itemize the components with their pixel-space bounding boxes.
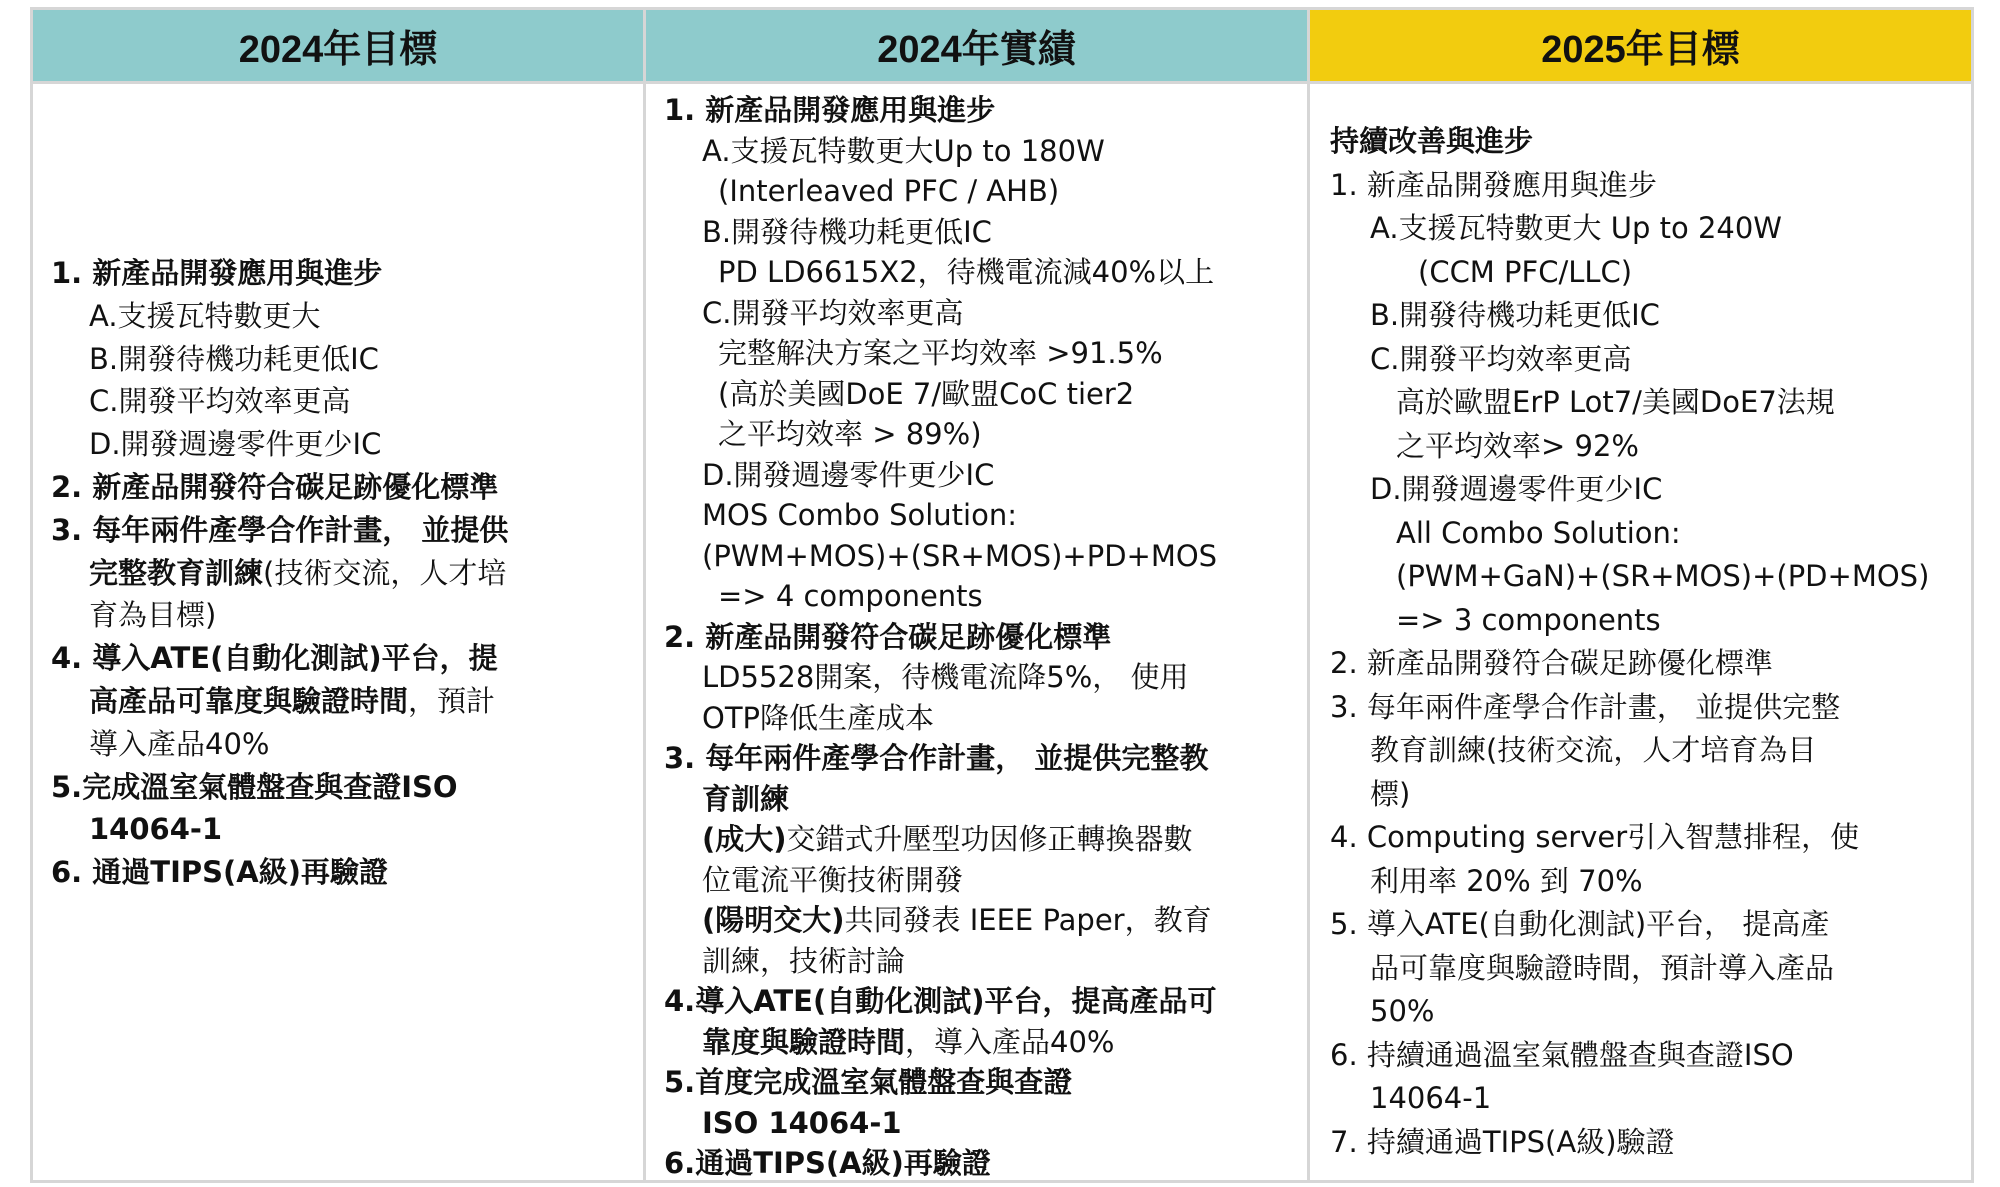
list-item: => 3 components: [1396, 602, 1661, 637]
list-item: A.支援瓦特數更大 Up to 240W: [1370, 211, 1782, 245]
list-item: 6.通過TIPS(A級)再驗證: [664, 1146, 991, 1180]
list-item-normal: 交錯式升壓型功因修正轉換器數: [786, 822, 1193, 856]
list-item-bold: (成大): [702, 822, 787, 856]
list-item: [664, 900, 1301, 941]
list-item: OTP降低生產成本: [702, 700, 935, 735]
list-item: C.開發平均效率更高: [1370, 341, 1632, 376]
list-item: D.開發週邊零件更少IC: [702, 457, 995, 492]
list-item: 6. 通過TIPS(A級)再驗證: [51, 855, 388, 890]
list-item: All Combo Solution:: [1396, 515, 1681, 550]
list-item: 6. 持續通過溫室氣體盤查與查證ISO: [1330, 1037, 1794, 1072]
list-item: 4. 導入ATE(自動化測試)平台，提: [51, 641, 498, 676]
list-item-normal: ，導入產品40%: [905, 1024, 1115, 1059]
list-item-bold: 靠度與驗證時間: [702, 1024, 906, 1059]
list-item: 3. 每年兩件產學合作計畫， 並提供完整教: [664, 741, 1209, 775]
list-item: 4.導入ATE(自動化測試)平台，提高產品可: [664, 984, 1217, 1018]
list-item: 50%: [1370, 994, 1435, 1028]
list-item: 1. 新產品開發應用與進步: [664, 93, 996, 127]
list-item: 訓練，技術討論: [702, 943, 906, 978]
column-body-2024-targets: [33, 84, 643, 1180]
list-item: 導入產品40%: [89, 726, 270, 761]
list-item: (Interleaved PFC / AHB): [718, 174, 1060, 208]
list-item: 2. 新產品開發符合碳足跡優化標準: [51, 470, 499, 504]
column-body-2024-results: [646, 84, 1307, 1180]
list-item: 3. 每年兩件產學合作計畫， 並提供: [51, 512, 509, 547]
list-item: 14064-1: [89, 812, 223, 847]
list-item: (PWM+MOS)+(SR+MOS)+PD+MOS: [702, 538, 1218, 573]
list-item-bold: (陽明交大): [702, 903, 845, 937]
list-item: D.開發週邊零件更少IC: [1370, 472, 1663, 506]
list-item: 1. 新產品開發應用與進步: [51, 256, 383, 291]
list-item: C.開發平均效率更高: [89, 384, 351, 419]
list-item: 位電流平衡技術開發: [702, 862, 964, 897]
list-item: B.開發待機功耗更低IC: [1370, 298, 1660, 332]
header-2024-targets: 2024年目標: [33, 10, 643, 84]
list-item: D.開發週邊零件更少IC: [89, 427, 382, 462]
list-item: PD LD6615X2，待機電流減40%以上: [718, 255, 1215, 289]
list-item: B.開發待機功耗更低IC: [702, 214, 992, 249]
list-item-normal: 共同發表 IEEE Paper，教育: [844, 903, 1212, 937]
list-item-bold: 完整教育訓練: [89, 555, 264, 590]
list-item: 教育訓練(技術交流，人才培育為目: [1370, 733, 1817, 767]
list-item: 5.首度完成溫室氣體盤查與查證: [664, 1065, 1073, 1099]
list-item: [51, 680, 633, 723]
list-item: A.支援瓦特數更大Up to 180W: [702, 133, 1105, 168]
list-item: 5. 導入ATE(自動化測試)平台， 提高產: [1330, 907, 1830, 941]
list-item: 3. 每年兩件產學合作計畫， 並提供完整: [1330, 689, 1841, 724]
list-item: MOS Combo Solution:: [702, 498, 1017, 532]
list-item: 育訓練: [702, 781, 790, 816]
list-item: C.開發平均效率更高: [702, 295, 964, 330]
list-item: 1. 新產品開發應用與進步: [1330, 167, 1657, 202]
list-item: A.支援瓦特數更大: [89, 298, 321, 333]
column-2024-targets: [33, 10, 643, 1180]
column-body-2025-targets: [1310, 84, 1971, 1180]
list-item-normal: ，預計: [408, 683, 496, 718]
list-item: (高於美國DoE 7/歐盟CoC tier2: [718, 376, 1135, 411]
list-item: 4. Computing server引入智慧排程，使: [1330, 820, 1860, 854]
list-item: => 4 components: [718, 579, 983, 613]
header-2025-targets: 2025年目標: [1310, 10, 1971, 84]
list-item: 完整解決方案之平均效率 >91.5%: [718, 336, 1163, 370]
list-item: (PWM+GaN)+(SR+MOS)+(PD+MOS): [1396, 559, 1930, 593]
list-item: [664, 1022, 1301, 1063]
list-item: B.開發待機功耗更低IC: [89, 341, 379, 376]
list-item: 高於歐盟ErP Lot7/美國DoE7法規: [1396, 385, 1835, 419]
list-item: 育為目標): [89, 598, 217, 633]
list-item: 2. 新產品開發符合碳足跡優化標準: [664, 619, 1112, 654]
list-item: 標): [1370, 776, 1411, 811]
list-item: ISO 14064-1: [702, 1105, 902, 1140]
list-item: 利用率 20% 到 70%: [1370, 863, 1643, 898]
list-item: 持續改善與進步: [1330, 124, 1534, 158]
list-item: [51, 552, 633, 595]
list-item: 品可靠度與驗證時間，預計導入產品: [1370, 950, 1835, 985]
list-item: (CCM PFC/LLC): [1418, 254, 1633, 289]
list-item-normal: (技術交流，人才培: [263, 555, 507, 590]
list-item: 2. 新產品開發符合碳足跡優化標準: [1330, 646, 1773, 680]
list-item: 之平均效率> 92%: [1396, 428, 1639, 463]
list-item-bold: 高產品可靠度與驗證時間: [89, 683, 409, 718]
list-item: 7. 持續通過TIPS(A級)驗證: [1330, 1124, 1675, 1159]
column-2025-targets: [1307, 10, 1971, 1180]
list-item: [664, 819, 1301, 860]
list-item: 之平均效率 > 89%): [718, 417, 982, 451]
list-item: LD5528開案，待機電流降5%， 使用: [702, 660, 1189, 694]
list-item: 14064-1: [1370, 1081, 1492, 1115]
header-2024-results: 2024年實績: [646, 10, 1307, 84]
column-2024-results: [643, 10, 1307, 1180]
comparison-table: [30, 7, 1974, 1183]
list-item: 5.完成溫室氣體盤查與查證ISO: [51, 769, 458, 804]
